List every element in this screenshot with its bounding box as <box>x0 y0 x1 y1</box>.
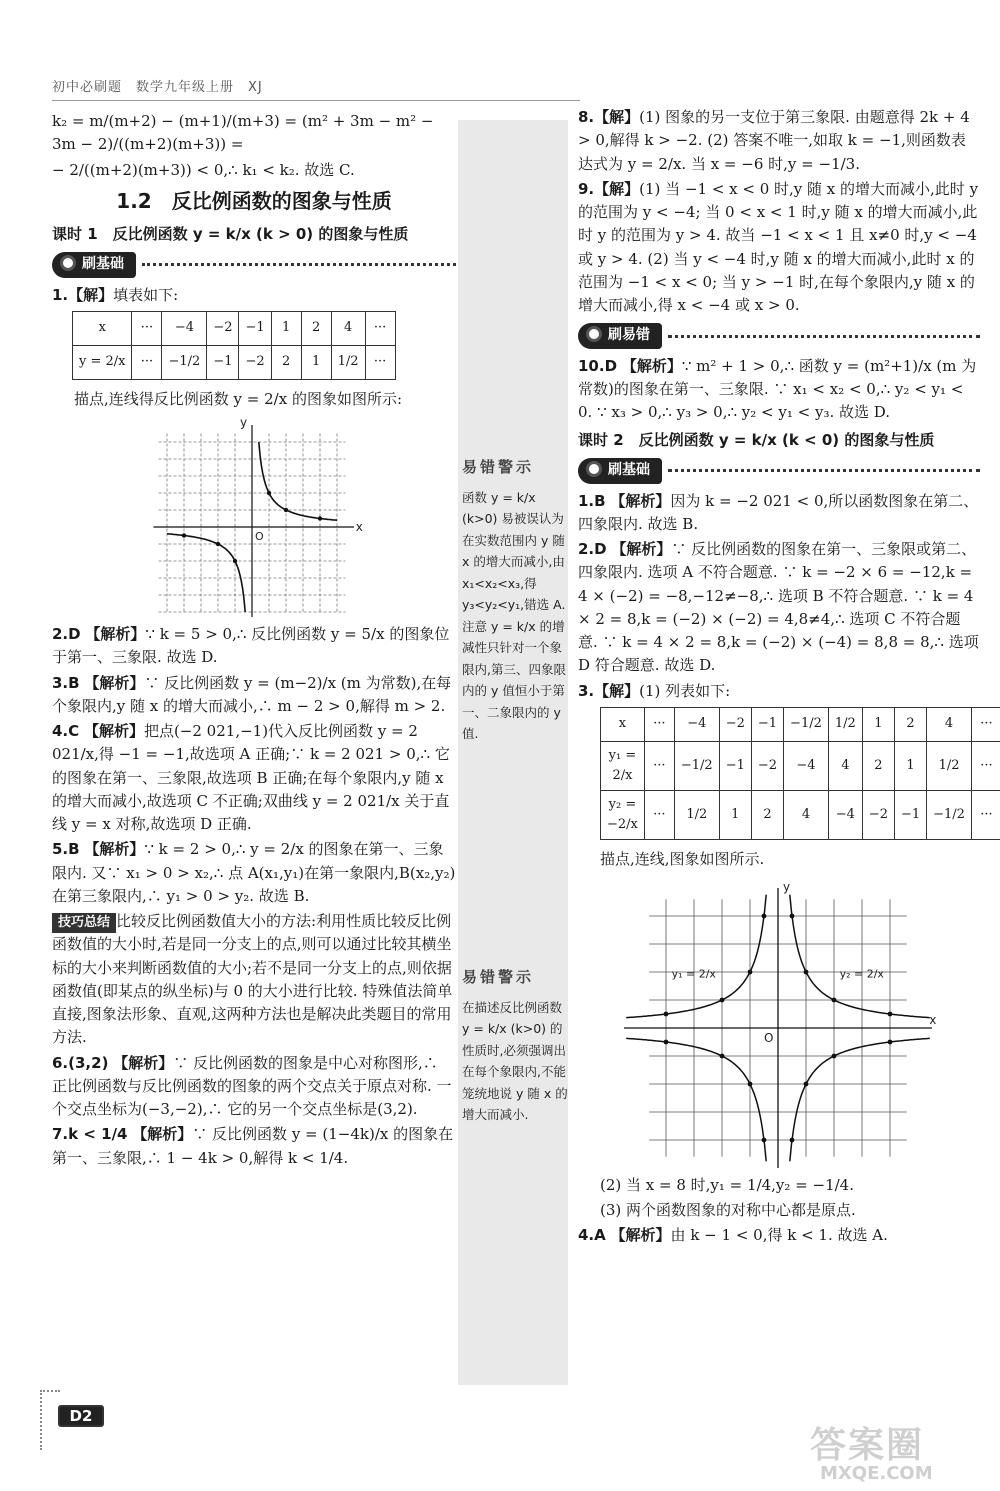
question-number: 4. <box>52 722 69 741</box>
table-cell: x <box>73 311 132 345</box>
plot-point <box>762 913 767 918</box>
lesson2-question-1 <box>578 490 980 537</box>
banner-tag <box>52 252 136 278</box>
plot-point <box>720 1053 725 1058</box>
plot-point <box>233 559 237 563</box>
table-cell: y₁ = 2/x <box>601 741 645 790</box>
table-cell: −2 <box>751 741 783 790</box>
tip-summary <box>52 910 456 1050</box>
question-number: 6. <box>52 1053 69 1072</box>
table-cell: ··· <box>971 707 1000 741</box>
question-1 <box>52 284 456 307</box>
note-title: 易错警示 <box>462 968 535 986</box>
lesson-1-title: 课时 1 反比例函数 y = k/x (k > 0) 的图象与性质 <box>52 224 409 243</box>
answer-choice: B <box>594 491 606 510</box>
table-row <box>73 345 396 379</box>
table-cell: −1 <box>894 791 926 840</box>
question-number: 4. <box>578 1226 595 1245</box>
plot-point <box>790 1137 795 1142</box>
plot-point <box>748 1081 753 1086</box>
table-cell: x <box>601 707 645 741</box>
question-4 <box>52 720 456 836</box>
answer-choice: C <box>68 722 80 741</box>
plot-point <box>284 508 288 512</box>
question-2 <box>52 623 456 670</box>
table-cell: 1 <box>894 741 926 790</box>
banner-basic-1 <box>52 252 456 278</box>
question-text: ∵ k = 2 > 0,∴ y = 2/x 的图象在第一、三象限内. 又∵ x₁ > 0 > x₂,∴ 点 A(x₁,y₁)在第一象限内,B(x₂,y₂)在第三象限内,∴ y₁ > 0 > y₂. 故选 B. <box>52 840 456 905</box>
question-number: 8. <box>578 108 595 126</box>
right-column <box>578 104 993 1249</box>
tip-label: 技巧总结 <box>52 913 116 933</box>
plot-point <box>664 1011 669 1016</box>
table-cell: −1/2 <box>784 707 829 741</box>
header-rule <box>52 100 580 101</box>
y-axis-label: y <box>783 879 791 894</box>
table-cell: 1/2 <box>828 707 862 741</box>
question-number: 2. <box>52 625 69 644</box>
curve-label-y2: y₂ = 2/x <box>839 967 884 981</box>
analysis-tag: 【解析】 <box>83 722 144 741</box>
banner-tag <box>578 323 662 349</box>
y1-branch-q1 <box>790 894 930 1017</box>
plot-point <box>664 1039 669 1044</box>
plot-point <box>804 1081 809 1086</box>
sidebar-note-2 <box>462 965 568 1126</box>
brush-icon <box>60 255 76 271</box>
question-7 <box>52 1123 456 1170</box>
question-text: ∵ 反比例函数 y = (m−2)/x (m 为常数),在每个象限内,y 随 x 的增大而减小,∴ m − 2 > 0,解得 m > 2. <box>52 673 452 715</box>
question-5 <box>52 838 456 908</box>
question-number: 5. <box>52 840 69 859</box>
table-cell: −2 <box>207 311 239 345</box>
answer-tag: 【解】 <box>68 285 114 304</box>
table-cell: 1 <box>862 707 894 741</box>
left-column <box>52 108 456 1172</box>
hyperbola-branch-q3 <box>167 534 245 612</box>
y2-branch-q4 <box>790 1038 930 1161</box>
table-cell: −1/2 <box>162 345 207 379</box>
banner-errors <box>578 323 980 349</box>
brush-icon <box>586 326 602 342</box>
answer-tag: 【解】 <box>594 681 640 700</box>
value-table-1 <box>72 311 396 380</box>
y2-branch-q2 <box>626 894 766 1017</box>
answer-choice: D <box>604 356 618 375</box>
question-text: 因为 k = −2 021 < 0,所以函数图象在第二、四象限内. 故选 B. <box>578 491 979 533</box>
table-cell: 2 <box>751 791 783 840</box>
table-cell: 4 <box>927 707 972 741</box>
plot-point <box>804 969 809 974</box>
question-6 <box>52 1052 456 1122</box>
banner-dots <box>668 469 980 472</box>
question-number: 2. <box>578 540 595 559</box>
table-cell: −2 <box>719 707 751 741</box>
page-number: D2 <box>58 1405 104 1427</box>
banner-dots <box>142 263 456 266</box>
table-row <box>601 791 1000 840</box>
table-cell: ··· <box>365 345 395 379</box>
plot-point <box>318 516 322 520</box>
table-cell: 4 <box>331 311 365 345</box>
banner-label: 刷易错 <box>608 327 650 344</box>
question-text: (1) 当 −1 < x < 0 时,y 随 x 的增大而减小,此时 y 的范围为 y < −4; 当 0 < x < 1 时,y 随 x 的增大而减小,此时 y 的范围为 y > 4. 故当 −1 < x < 1 且 x≠0 时,y < −4 或 y > 4. (2) 当 y < −4 时,y 随 x 的增大而减小,此时 x 的范围为 −1 < x < 0; 当 y > −1 时,在每个象限内,y 随 x 的增大而减小,得 x < −4 或 x > 0. <box>578 179 979 314</box>
intro-line-2: − 2/((m+2)(m+3)) < 0,∴ k₁ < k₂. 故选 C. <box>52 160 355 179</box>
table-cell: 1 <box>301 345 331 379</box>
table-cell: −4 <box>162 311 207 345</box>
table-cell: 1/2 <box>927 741 972 790</box>
analysis-tag: 【解析】 <box>132 1125 193 1144</box>
analysis-tag: 【解析】 <box>621 356 682 375</box>
x-axis-label: x <box>929 1012 937 1027</box>
graph-y-2-over-x <box>52 417 456 617</box>
sidebar-panel <box>458 120 568 1385</box>
note-title: 易错警示 <box>462 458 535 476</box>
table-row <box>601 707 1000 741</box>
banner-label: 刷基础 <box>608 461 650 478</box>
question-number: 3. <box>578 681 595 700</box>
analysis-tag: 【解析】 <box>84 840 145 859</box>
table-cell: −1 <box>719 741 751 790</box>
banner-basic-2 <box>578 458 980 484</box>
question-text: ∵ 反比例函数 y = (1−4k)/x 的图象在第一、三象限,∴ 1 − 4k > 0,解得 k < 1/4. <box>52 1125 454 1167</box>
question-1-note: 描点,连线得反比例函数 y = 2/x 的图象如图所示: <box>74 389 402 408</box>
y1-branch-q3 <box>626 1038 766 1161</box>
table-cell: −1/2 <box>674 741 719 790</box>
plot-point <box>216 542 220 546</box>
table-cell: ··· <box>132 345 162 379</box>
y-axis-label: y <box>240 417 248 430</box>
question-text: (1) 图象的另一支位于第三象限. 由题意得 2k + 4 > 0,解得 k > −2. (2) 答案不唯一,如取 k = −1,则函数表达式为 y = 2/x. 当 x = −6 时,y = −1/3. <box>578 108 970 173</box>
table-cell: 1/2 <box>674 791 719 840</box>
sidebar-note-1 <box>462 455 568 745</box>
table-cell: 1 <box>719 791 751 840</box>
table-cell: ··· <box>971 791 1000 840</box>
table-cell: −1 <box>751 707 783 741</box>
question-number: 9. <box>578 179 595 198</box>
table-cell: −4 <box>828 791 862 840</box>
answer-value: k < 1/4 <box>68 1125 128 1144</box>
intro-line-1: k₂ = m/(m+2) − (m+1)/(m+3) = (m² + 3m − m² − 3m − 2)/((m+2)(m+3)) = <box>52 112 434 154</box>
table-cell: −2 <box>862 791 894 840</box>
table-cell: 2 <box>894 707 926 741</box>
table-cell: 4 <box>828 741 862 790</box>
plot-point <box>832 997 837 1002</box>
analysis-tag: 【解析】 <box>610 1226 671 1245</box>
answer-choice: B <box>68 673 80 692</box>
running-header: 初中必刷题 数学九年级上册 XJ <box>52 80 263 95</box>
answer-choice: D <box>594 540 607 559</box>
table-cell: ··· <box>365 311 395 345</box>
table-cell: 1 <box>271 311 301 345</box>
table-cell: 2 <box>301 311 331 345</box>
corner-mark <box>40 1390 60 1450</box>
question-10 <box>578 355 980 425</box>
value-table-2 <box>600 707 1000 841</box>
answer-tag: 【解】 <box>594 108 640 126</box>
question-number: 1. <box>578 491 595 510</box>
analysis-tag: 【解析】 <box>610 491 671 510</box>
analysis-tag: 【解析】 <box>113 1053 174 1072</box>
banner-dots <box>668 335 980 338</box>
lesson2-question-4 <box>578 1224 980 1247</box>
table-cell: 2 <box>862 741 894 790</box>
question-text: ∵ m² + 1 > 0,∴ 函数 y = (m²+1)/x (m 为常数)的图象在第一、三象限. ∵ x₁ < x₂ < 0,∴ y₂ < y₁ < 0. ∵ x₃ > 0,∴ y₃ > 0,∴ y₂ < y₁ < y₃. 故选 D. <box>578 356 977 422</box>
table-row <box>601 741 1000 790</box>
table-cell: y₂ = −2/x <box>601 791 645 840</box>
table-cell: −1 <box>239 311 271 345</box>
section-title: 1.2 反比例函数的图象与性质 <box>116 188 392 213</box>
table-cell: y = 2/x <box>73 345 132 379</box>
analysis-tag: 【解析】 <box>85 625 146 644</box>
answer-tag: 【解】 <box>594 179 640 198</box>
question-number: 7. <box>52 1125 69 1144</box>
question-text: 由 k − 1 < 0,得 k < 1. 故选 A. <box>670 1226 888 1245</box>
question-text: ∵ 反比例函数的图象是中心对称图形,∴ 正比例函数与反比例函数的图象的两个交点关于原点对称. 一个交点坐标为(−3,−2),∴ 它的另一个交点坐标是(3,2). <box>52 1053 452 1119</box>
banner-label: 刷基础 <box>82 256 124 272</box>
table-cell: 1/2 <box>331 345 365 379</box>
question-number: 10. <box>578 356 605 375</box>
lesson2-question-2 <box>578 538 980 678</box>
watermark-url: MXQE.COM <box>820 1463 933 1484</box>
plot-point <box>748 969 753 974</box>
question-number: 1. <box>52 285 69 304</box>
table-row <box>73 311 396 345</box>
table-cell: −1/2 <box>927 791 972 840</box>
question-text: ∵ k = 5 > 0,∴ 反比例函数 y = 5/x 的图象位于第一、三象限. 故选 D. <box>52 625 450 667</box>
table-cell: −4 <box>674 707 719 741</box>
analysis-tag: 【解析】 <box>84 673 145 692</box>
question-8 <box>578 106 980 176</box>
table-cell: ··· <box>644 707 674 741</box>
banner-tag <box>578 458 662 484</box>
answer-choice: D <box>68 625 81 644</box>
table-cell: −1 <box>207 345 239 379</box>
question-text: 填表如下: <box>113 285 179 304</box>
table-cell: ··· <box>644 741 674 790</box>
hyperbola-branch-q1 <box>259 442 337 520</box>
x-axis-label: x <box>355 520 363 535</box>
question-text: ∵ 反比例函数的图象在第一、三象限或第二、四象限内. 选项 A 不符合题意. ∵ k = −2 × 6 = −12,k = 4 × (−2) = −8,−12≠−8,∴ 选项 B 不符合题意. ∵ k = 4 × 2 = 8,k = (−2) × (−2) = 4,8≠4,∴ 选项 C 不符合题意. ∵ k = 4 × 2 = 8,k = (−2) × (−4) = 8,8 = 8,∴ 选项 D 符合题意. 故选 D. <box>578 540 979 675</box>
curve-label-y1: y₁ = 2/x <box>671 967 716 981</box>
answer-choice: B <box>68 840 80 859</box>
watermark-logo: 答案圈 <box>810 1425 925 1466</box>
table-cell: 4 <box>784 791 829 840</box>
lesson-2-title: 课时 2 反比例函数 y = k/x (k < 0) 的图象与性质 <box>578 430 935 449</box>
table-cell: −2 <box>239 345 271 379</box>
question-text: (1) 列表如下: <box>639 681 731 700</box>
note-text: 在描述反比例函数 y = k/x (k>0) 的性质时,必须强调出在每个象限内,不能笼统地说 y 随 x 的增大而减小. <box>462 999 568 1123</box>
origin-label: O <box>255 530 264 544</box>
table-cell: −4 <box>784 741 829 790</box>
note-text: 函数 y = k/x (k>0) 易被误认为在实数范围内 y 随 x 的增大而减小,由 x₁<x₂<x₃,得 y₃<y₂<y₁,错选 A. 注意 y = k/x 的增减性只针对一个象限内,第三、四象限内的 y 值恒小于第一、二象限内的 y 值. <box>462 489 566 742</box>
brush-icon <box>586 461 602 477</box>
table-cell: ··· <box>132 311 162 345</box>
plot-point <box>790 913 795 918</box>
lesson2-question-3-part3: (3) 两个函数图象的对称中心都是原点. <box>600 1200 856 1219</box>
plot-point <box>832 1053 837 1058</box>
table-cell: ··· <box>971 741 1000 790</box>
question-text: 把点(−2 021,−1)代入反比例函数 y = 2 021/x,得 −1 = −1,故选项 A 正确;∵ k = 2 021 > 0,∴ 它的图象在第一、三象限,故选项 B 正确;在每个象限内,y 随 x 的增大而减小,故选项 C 不正确;双曲线 y = 2 021/x 关于直线 y = x 对称,故选项 D 正确. <box>52 722 450 834</box>
answer-value: (3,2) <box>68 1053 109 1072</box>
table-cell: ··· <box>644 791 674 840</box>
tip-text: 比较反比例函数值大小的方法:利用性质比较反比例函数值的大小时,若是同一分支上的点,则可以通过比较其横坐标的大小来判断函数值的大小;若不是同一分支上的点,则依据函数值(即某点的纵坐标)与 0 的大小进行比较. 特殊值法简单直接,图象法形象、直观,这两种方法也是解决此类题目的常用方法. <box>52 912 453 1047</box>
lesson2-question-3-part2: (2) 当 x = 8 时,y₁ = 1/4,y₂ = −1/4. <box>600 1175 854 1194</box>
plot-point <box>182 533 186 537</box>
table-cell: 2 <box>271 345 301 379</box>
question-3 <box>52 672 456 719</box>
graph-two-hyperbolas <box>578 878 980 1168</box>
lesson2-question-3-note: 描点,连线,图象如图所示. <box>600 850 765 869</box>
lesson2-question-3 <box>578 680 980 703</box>
plot-point <box>267 491 271 495</box>
origin-label: O <box>764 1030 774 1045</box>
plot-point <box>762 1137 767 1142</box>
answer-choice: A <box>594 1226 606 1245</box>
plot-point <box>888 1011 893 1016</box>
plot-point <box>720 997 725 1002</box>
plot-point <box>888 1039 893 1044</box>
analysis-tag: 【解析】 <box>611 540 672 559</box>
question-number: 3. <box>52 673 69 692</box>
question-9 <box>578 178 980 318</box>
